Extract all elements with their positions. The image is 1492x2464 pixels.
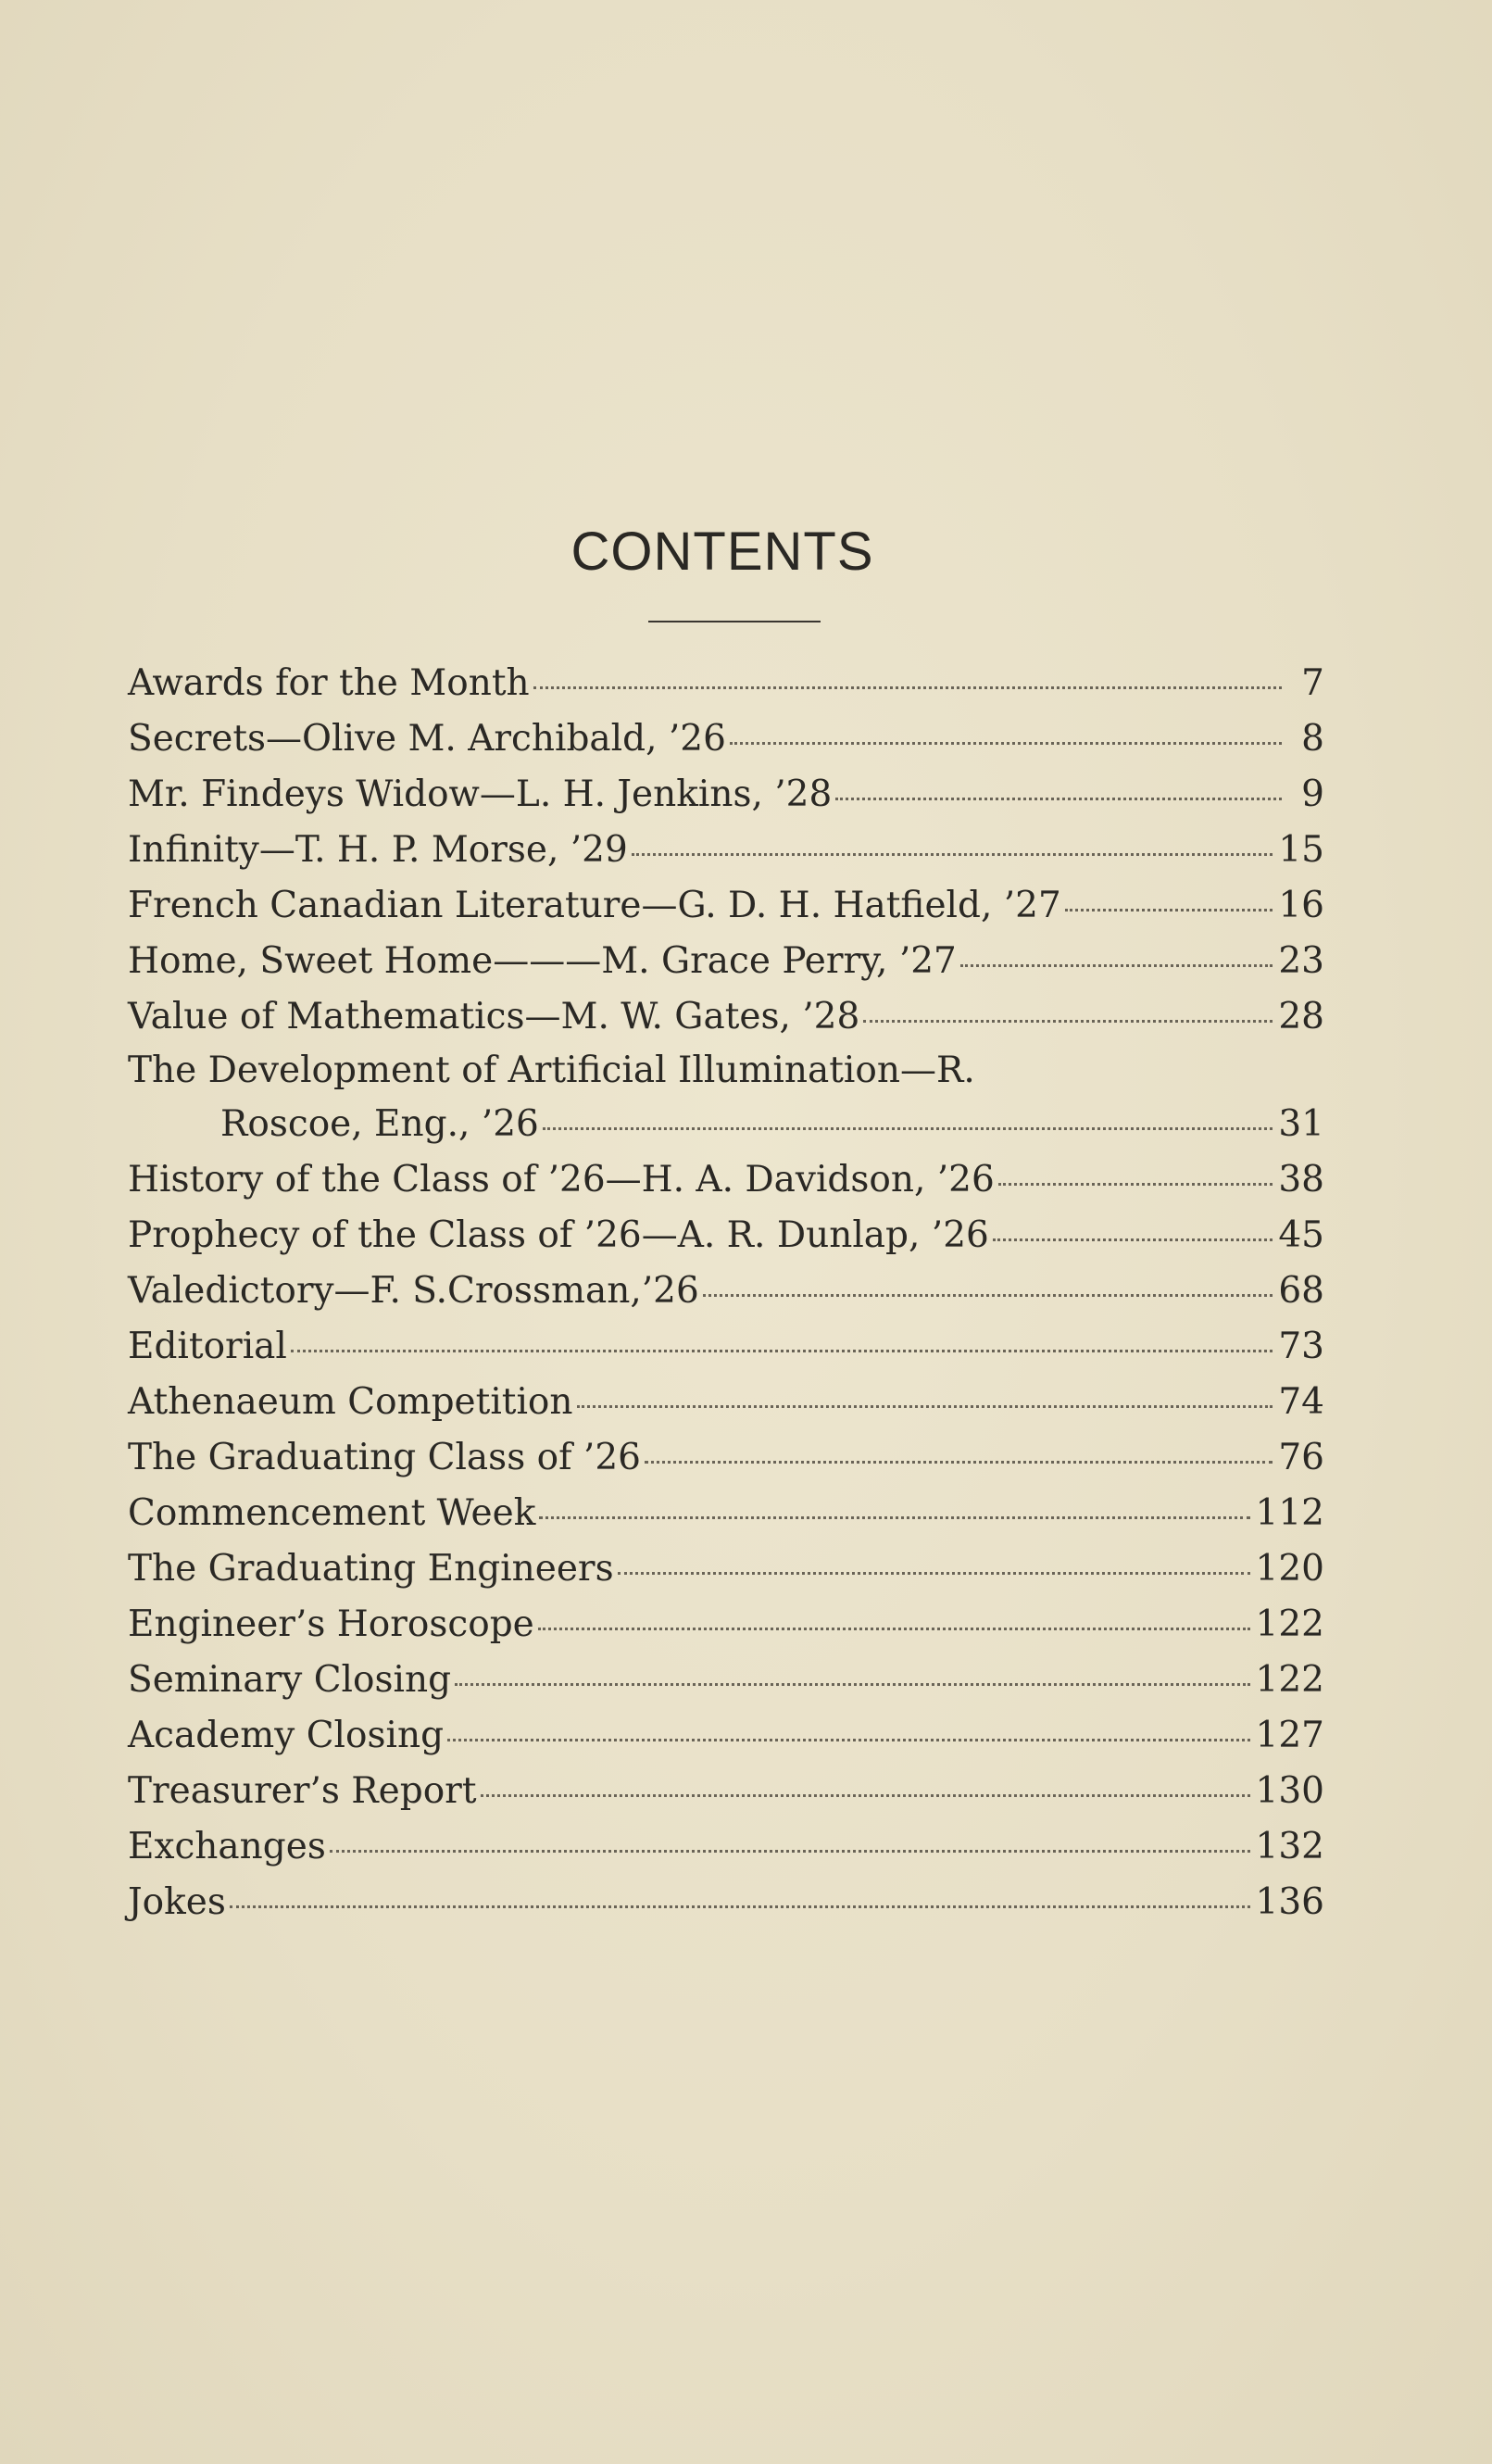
toc-entry-page: 38 [1278,1159,1324,1201]
dot-leader [455,1683,1249,1686]
toc-entry-title: French Canadian Literature—G. D. H. Hatfield, ’27 [128,885,1061,926]
dot-leader [993,1238,1273,1241]
toc-entry [128,656,1324,711]
dot-leader [533,686,1282,689]
dot-leader [481,1794,1250,1797]
page-title: CONTENTS [570,522,874,582]
title-rule [648,621,821,622]
toc-entry-title: Seminary Closing [128,1659,452,1701]
toc-entry [128,1208,1324,1263]
toc-entry-title: Commencement Week [128,1492,536,1534]
toc-entry-page: 31 [1278,1103,1324,1145]
toc-entry [128,934,1324,989]
toc-entry-title: Athenaeum Competition [128,1381,573,1423]
toc-entry-title-continued: Roscoe, Eng., ’26 [220,1103,539,1145]
toc-entry [128,767,1324,823]
toc-entry-page: 23 [1278,940,1324,982]
toc-entry [128,1430,1324,1486]
toc-entry-page: 122 [1255,1603,1324,1645]
toc-entry-page: 28 [1278,996,1324,1037]
dot-leader [730,742,1282,745]
toc-entry [128,823,1324,878]
toc-entry-title: Infinity—T. H. P. Morse, ’29 [128,829,628,871]
dot-leader [703,1294,1273,1297]
dot-leader [577,1405,1273,1408]
toc-entry-title: Valedictory—F. S.Crossman,’26 [128,1270,699,1312]
toc-entry [128,878,1324,934]
toc-entry-title: Awards for the Month [128,662,530,704]
toc-entry [128,1764,1324,1819]
toc-entry-continuation [128,1097,1324,1152]
toc-entry [128,989,1324,1045]
toc-entry [128,1486,1324,1541]
dot-leader [632,853,1273,856]
toc-entry [128,1653,1324,1708]
toc-entry-title: Prophecy of the Class of ’26—A. R. Dunlap, ’26 [128,1214,989,1256]
toc-entry-page: 15 [1278,829,1324,871]
dot-leader [543,1127,1273,1130]
dot-leader [330,1850,1250,1853]
toc-entry [128,711,1324,767]
dot-leader [539,1516,1249,1519]
toc-entry-title: Value of Mathematics—M. W. Gates, ’28 [128,996,860,1037]
toc-entry-title: Exchanges [128,1826,326,1867]
dot-leader [291,1350,1273,1352]
toc-entry-page: 132 [1255,1826,1324,1867]
toc-entry [128,1375,1324,1430]
toc-entry-title: Secrets—Olive M. Archibald, ’26 [128,718,726,760]
toc-entry-title: The Development of Artificial Illumination—R. [128,1050,975,1091]
toc-entry-page: 130 [1255,1770,1324,1812]
toc-entry-title: Jokes [128,1881,226,1923]
toc-entry-page: 122 [1255,1659,1324,1701]
toc-entry-title: Engineer’s Horoscope [128,1603,534,1645]
toc-entry [128,1152,1324,1208]
toc-entry-title: History of the Class of ’26—H. A. Davidson, ’26 [128,1159,995,1201]
toc-entry-title: Home, Sweet Home———M. Grace Perry, ’27 [128,940,957,982]
toc-entry-page: 112 [1255,1492,1324,1534]
toc-entry [128,1263,1324,1319]
dot-leader [835,798,1282,800]
toc-entry [128,1045,1324,1097]
dot-leader [538,1628,1250,1630]
toc-entry-page: 68 [1278,1270,1324,1312]
toc-entry [128,1319,1324,1375]
table-of-contents [128,656,1324,1930]
toc-entry-page: 8 [1301,718,1324,760]
toc-entry-title: Academy Closing [128,1715,445,1756]
toc-entry-title: The Graduating Class of ’26 [128,1437,641,1478]
toc-entry-title: Treasurer’s Report [128,1770,477,1812]
toc-entry-page: 16 [1278,885,1324,926]
toc-entry-page: 136 [1255,1881,1324,1923]
dot-leader [863,1020,1273,1023]
toc-entry-page: 127 [1255,1715,1324,1756]
dot-leader [960,964,1273,967]
toc-entry-title: Mr. Findeys Widow—L. H. Jenkins, ’28 [128,773,833,815]
dot-leader [447,1739,1249,1741]
dot-leader [645,1461,1273,1464]
toc-entry-page: 74 [1278,1381,1324,1423]
toc-entry [128,1708,1324,1764]
toc-entry-page: 45 [1278,1214,1324,1256]
toc-entry [128,1819,1324,1875]
toc-entry-page: 73 [1278,1326,1324,1367]
dot-leader [1065,909,1273,911]
toc-entry-page: 7 [1301,662,1324,704]
toc-entry [128,1541,1324,1597]
toc-entry [128,1875,1324,1930]
dot-leader [618,1572,1250,1575]
toc-entry [128,1597,1324,1653]
toc-entry-page: 120 [1255,1548,1324,1590]
toc-entry-page: 9 [1301,773,1324,815]
dot-leader [998,1183,1273,1186]
dot-leader [230,1905,1250,1908]
toc-entry-title: The Graduating Engineers [128,1548,614,1590]
toc-entry-title: Editorial [128,1326,287,1367]
toc-entry-page: 76 [1278,1437,1324,1478]
